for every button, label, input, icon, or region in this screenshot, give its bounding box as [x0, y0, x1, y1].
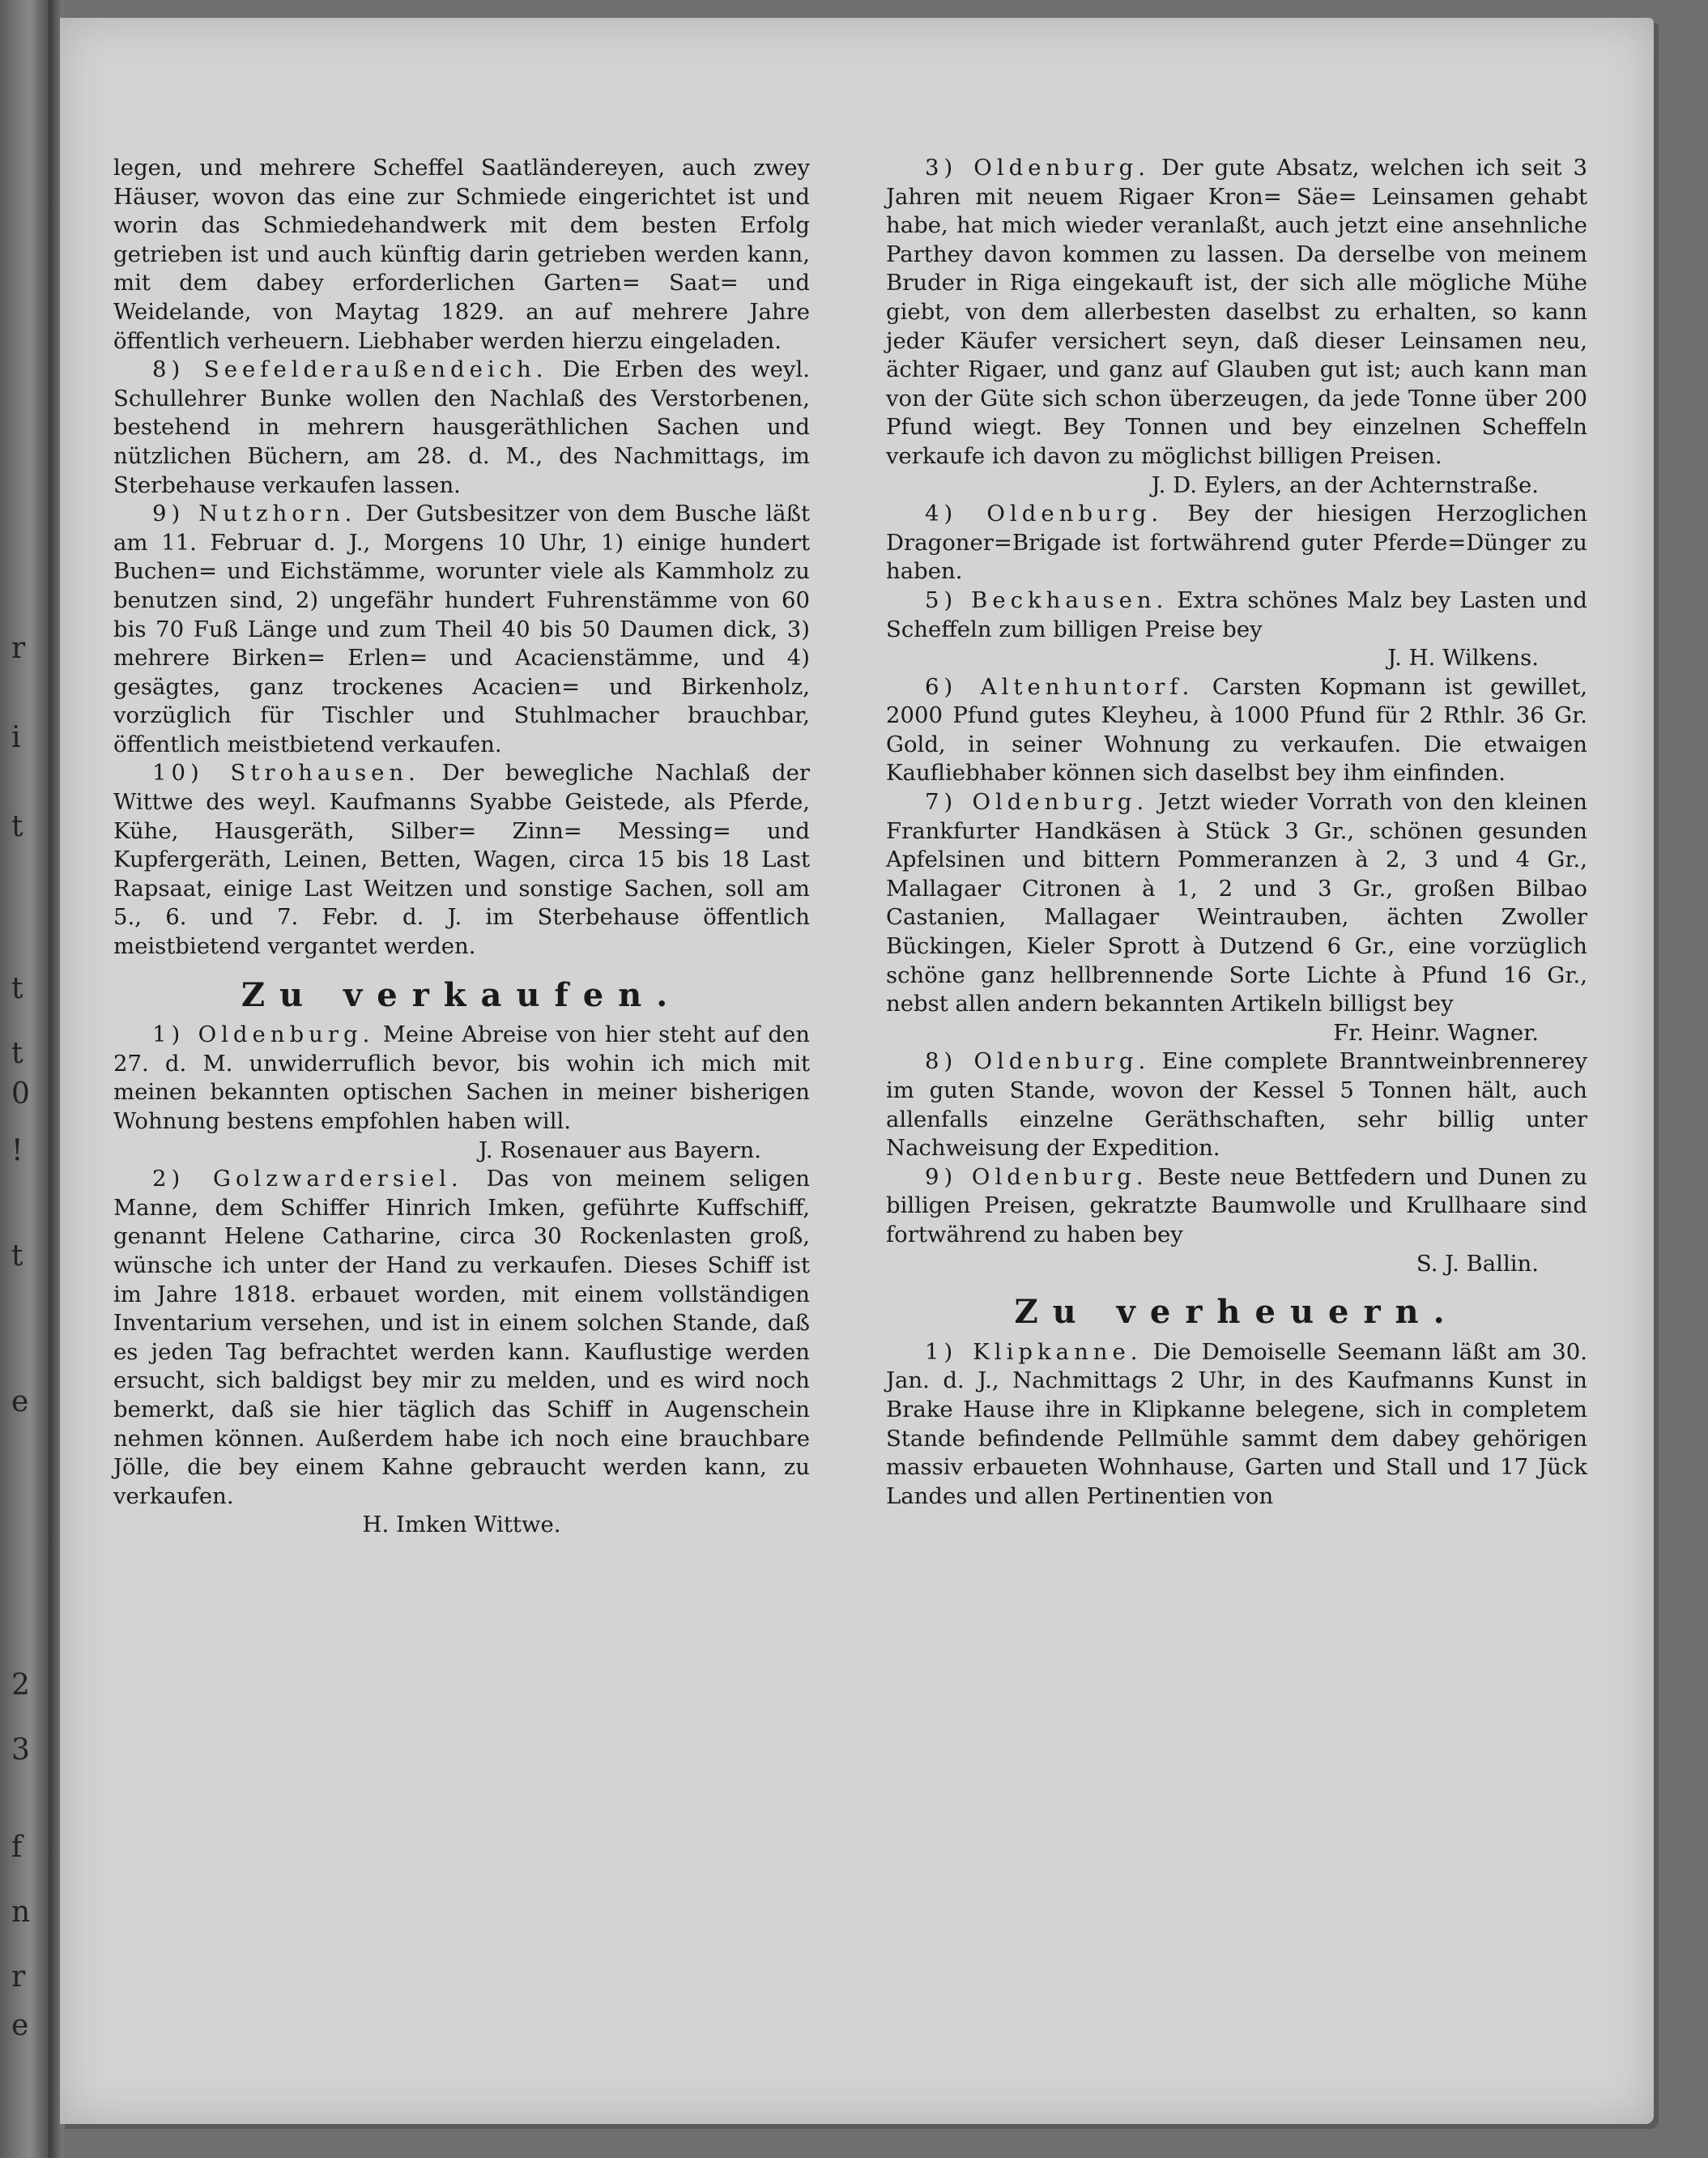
notice-paragraph: [886, 1163, 1587, 1250]
prev-page-fragment: r: [11, 1960, 26, 1994]
prev-page-fragment: n: [11, 1896, 31, 1929]
prev-page-fragment: e: [11, 2009, 29, 2042]
notice-paragraph: [886, 1047, 1587, 1162]
prev-page-fragment: i: [11, 721, 21, 754]
notice-signature: J. D. Eylers, an der Achternstraße.: [1151, 471, 1539, 498]
notice-signature: J. Rosenauer aus Bayern.: [479, 1137, 761, 1163]
notice-signature: S. J. Ballin.: [1416, 1250, 1539, 1277]
notice-paragraph: [886, 500, 1587, 586]
notice-text: Carsten Kopmann ist gewillet, 2000 Pfund gutes Kleyheu, à 1000 Pfund für 2 Rthlr. 36 Gr. Gold, in seiner Wohnung zu verkaufen. Die etwaigen Kaufliebhaber können sich daselbst bey ihm einfinden.: [886, 673, 1588, 787]
notice-place: 1) Oldenburg.: [152, 1021, 375, 1048]
notice-text: Extra schönes Malz bey Lasten und Scheffeln zum billigen Preise bey: [886, 586, 1587, 642]
prev-page-fragment: r: [11, 632, 26, 665]
prev-page-fragment: t: [11, 1239, 23, 1273]
notice-signature: H. Imken Wittwe.: [362, 1512, 561, 1538]
notice-paragraph: [113, 500, 810, 759]
notice-place: 9) Oldenburg.: [925, 1163, 1148, 1190]
prev-page-fragment: e: [11, 1385, 29, 1418]
notice-paragraph: [886, 788, 1587, 1019]
notice-paragraph: [113, 759, 810, 961]
prev-page-fragment: t: [11, 1037, 23, 1070]
notice-paragraph: [886, 1338, 1587, 1512]
notice-text: Bey der hiesigen Herzoglichen Dragoner=Brigade ist fortwährend guter Pferde=Dünger zu haben.: [886, 501, 1587, 585]
notice-place: 7) Oldenburg.: [925, 789, 1149, 816]
notice-text: Jetzt wieder Vorrath von den kleinen Frankfurter Handkäsen à Stück 3 Gr., schönen gesunden Apfelsinen und bittern Pommeranzen à 2, 3 und 4 Gr., Mallagaer Citronen à 1, 2 und 3 Gr., großen Bilbao Castanien, Mallagaer Weintrauben, ächten Zwoller Bückingen, Kieler Sprott à Dutzend 6 Gr., eine vorzüglich schöne ganz hellbrennende Sorte Lichte à Pfund 16 Gr., nebst allen andern bekannten Artikeln billigst bey: [886, 789, 1588, 1017]
prev-page-fragment: 0: [11, 1077, 30, 1111]
notice-text: Meine Abreise von hier steht auf den 27. d. M. unwiderruflich bevor, bis wohin ich mich mit meinen bekannten optischen Sachen in meiner bisherigen Wohnung bestens empfohlen haben will.: [113, 1021, 810, 1134]
notice-place: 4) Oldenburg.: [925, 501, 1164, 527]
notice-place: 3) Oldenburg.: [925, 155, 1151, 181]
notice-signature: Fr. Heinr. Wagner.: [1333, 1019, 1539, 1046]
notice-text: Beste neue Bettfedern und Dunen zu billigen Preisen, gekratzte Baumwolle und Krullhaare sind fortwährend zu haben bey: [886, 1163, 1587, 1247]
notice-paragraph: [113, 1021, 810, 1136]
previous-page-edge: [0, 0, 50, 2158]
notice-place: 10) Strohausen.: [152, 760, 420, 787]
notice-signature: J. H. Wilkens.: [1387, 645, 1539, 672]
prev-page-fragment: 2: [11, 1669, 30, 1702]
notice-place: 5) Beckhausen.: [925, 586, 1169, 613]
notice-text: Der bewegliche Nachlaß der Wittwe des weyl. Kaufmanns Syabbe Geistede, als Pferde, Kühe, Hausgeräth, Silber= Zinn= Messing= und Kupfergeräth, Leinen, Betten, Wagen, circa 15 bis 18 Last Rapsaat, einige Last Weitzen und sonstige Sachen, soll am 5., 6. und 7. Febr. d. J. im Sterbehause öffentlich meistbietend vergantet werden.: [113, 760, 810, 960]
notice-place: 1) Klipkanne.: [925, 1338, 1143, 1365]
notice-text: Eine complete Branntweinbrennerey im guten Stande, wovon der Kessel 5 Tonnen hält, auch allenfalls einzelne Geräthschaften, sehr billig unter Nachweisung der Expedition.: [886, 1048, 1588, 1162]
prev-page-fragment: !: [11, 1134, 23, 1167]
right-column: [886, 154, 1587, 1511]
section-title-zu-verkaufen: Zu verkaufen.: [241, 975, 683, 1014]
prev-page-fragment: f: [11, 1831, 23, 1864]
newspaper-page: [60, 18, 1654, 2124]
notice-text: Die Demoiselle Seemann läßt am 30. Jan. d. J., Nachmittags 2 Uhr, in des Kaufmanns Kunst in Brake Hause ihre in Klipkanne belegene, sich in completem Stande befindende Pellmühle sammt dem dabey gehörigen massiv erbaueten Wohnhause, Garten und Stall und 17 Jück Landes und allen Pertinentien von: [886, 1338, 1587, 1509]
notice-paragraph: [886, 586, 1587, 644]
notice-place: 9) Nutzhorn.: [152, 501, 357, 527]
notice-paragraph: [113, 1165, 810, 1511]
left-column: [113, 154, 810, 1540]
notice-place: 2) Golzwardersiel.: [152, 1166, 463, 1192]
prev-page-fragment: t: [11, 972, 23, 1005]
prev-page-fragment: 3: [11, 1734, 30, 1767]
notice-place: 6) Altenhuntorf.: [925, 673, 1195, 700]
notice-place: 8) Oldenburg.: [925, 1048, 1151, 1075]
notice-text: Das von meinem seligen Manne, dem Schiffer Hinrich Imken, geführte Kuffschiff, genannt Helene Catharine, circa 30 Rockenlasten groß, wünsche ich unter der Hand zu verkaufen. Dieses Schiff ist im Jahre 1818. erbauet worden, mit einem vollständigen Inventarium versehen, und ist in einem solchen Stande, daß es jeden Tag befrachtet werden kann. Kauflustige werden ersucht, sich baldigst bey mir zu melden, und es wird noch bemerkt, daß sie hier täglich das Schiff in Augenschein nehmen können. Außerdem habe ich noch eine brauchbare Jölle, die bey einem Kahne gebraucht werden kann, zu verkaufen.: [113, 1166, 810, 1509]
notice-text: Der Gutsbesitzer von dem Busche läßt am 11. Februar d. J., Morgens 10 Uhr, 1) einige hundert Buchen= und Eichstämme, worunter viele als Kammholz zu benutzen sind, 2) ungefähr hundert Fuhrenstämme von 60 bis 70 Fuß Länge und zum Theil 40 bis 50 Daumen dick, 3) mehrere Birken= Erlen= und Acacienstämme, und 4) gesägtes, ganz trockenes Acacien= und Birkenholz, vorzüglich für Tischler und Stuhlmacher brauchbar, öffentlich meistbietend verkaufen.: [113, 501, 810, 757]
notice-paragraph: [886, 673, 1587, 788]
notice-text: Die Erben des weyl. Schullehrer Bunke wollen den Nachlaß des Verstorbenen, bestehend in mehrern hausgeräthlichen Sachen und nützlichen Büchern, am 28. d. M., des Nachmittags, im Sterbehause verkaufen lassen.: [113, 356, 811, 498]
section-title-zu-verheuern: Zu verheuern.: [1014, 1293, 1459, 1332]
notice-paragraph: [886, 154, 1587, 471]
notice-paragraph: [113, 356, 810, 500]
prev-page-fragment: t: [11, 810, 23, 843]
notice-text: Der gute Absatz, welchen ich seit 3 Jahren mit neuem Rigaer Kron= Säe= Leinsamen gehabt habe, hat mich wieder veranlaßt, auch jetzt eine ansehnliche Parthey davon kommen zu lassen. Da derselbe von meinem Bruder in Riga eingekauft ist, der sich alle mögliche Mühe giebt, von dem allerbesten daselbst zu erhalten, so kann jeder Käufer versichert seyn, daß dieser Leinsamen neu, ächter Rigaer, und ganz auf Glauben gut ist; auch kann man von der Güte sich schon überzeugen, da jede Tonne über 200 Pfund wiegt. Bey Tonnen und bey einzelnen Scheffeln verkaufe ich davon zu möglichst billigen Preisen.: [886, 155, 1588, 469]
continuation-paragraph: legen, und mehrere Scheffel Saatländereyen, auch zwey Häuser, wovon das eine zur Schmiede eingerichtet ist und worin das Schmiedehandwerk mit dem besten Erfolg getrieben ist und auch künftig darin getrieben werden kann, mit dem dabey erforderlichen Garten= Saat= und Weidelande, von Maytag 1829. an auf mehrere Jahre öffentlich verheuern. Liebhaber werden hierzu eingeladen.: [113, 155, 810, 354]
notice-place: 8) Seefelderaußendeich.: [152, 356, 548, 383]
